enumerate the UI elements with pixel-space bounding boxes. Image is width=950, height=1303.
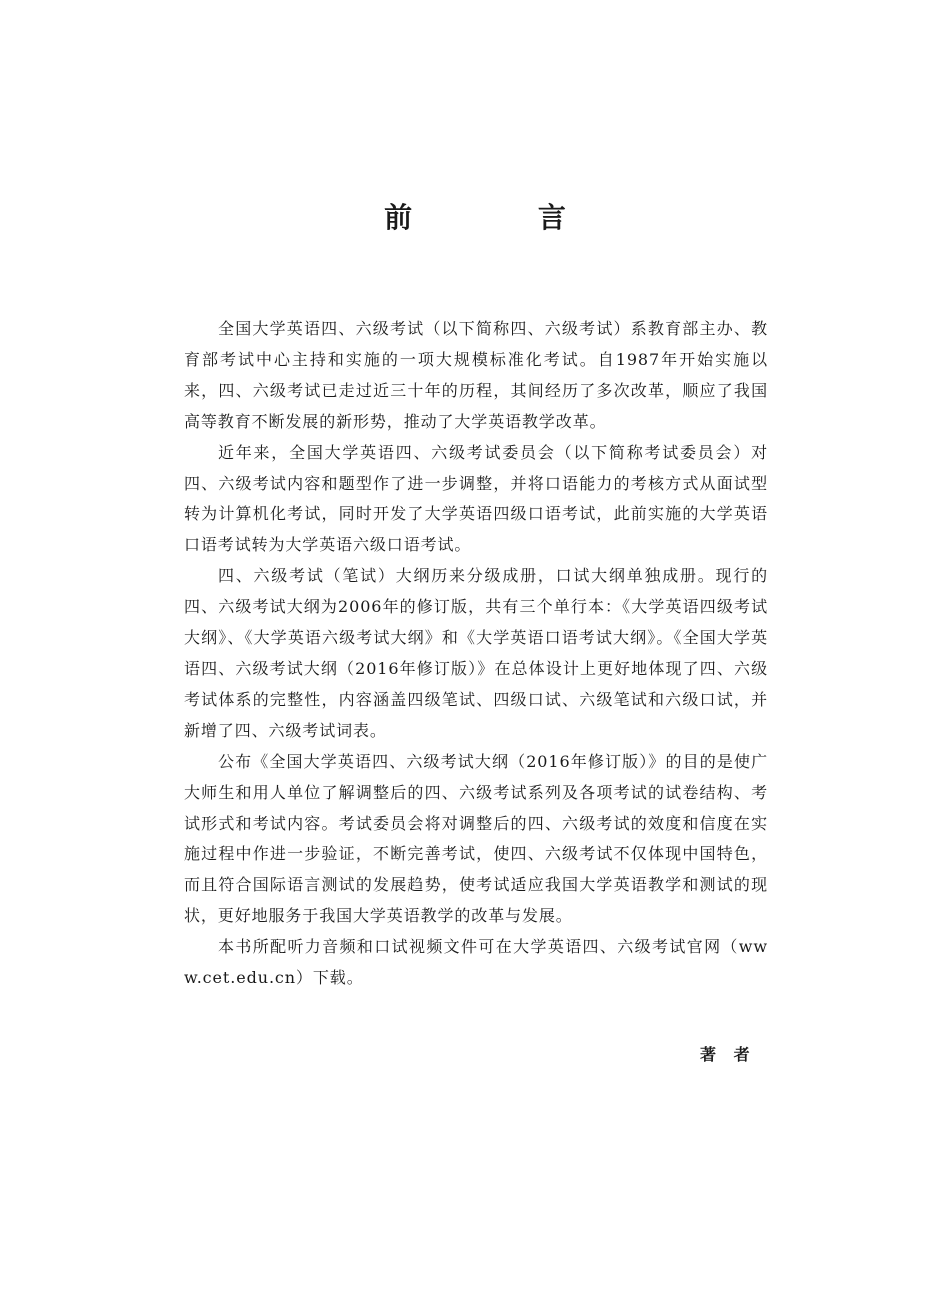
author-signature: 著 者 [700, 1045, 756, 1064]
preface-body [184, 314, 768, 994]
page-title: 前 言 [384, 201, 624, 234]
paragraph-3: 四、六级考试（笔试）大纲历来分级成册，口试大纲单独成册。现行的四、六级考试大纲为2006年的修订版，共有三个单行本：《大学英语四级考试大纲》、《大学英语六级考试大纲》和《大学英语口语考试大纲》。《全国大学英语四、六级考试大纲（2016年修订版）》在总体设计上更好地体现了四、六级考试体系的完整性，内容涵盖四级笔试、四级口试、六级笔试和六级口试，并新增了四、六级考试词表。 [184, 566, 768, 740]
paragraph-5: 本书所配听力音频和口试视频文件可在大学英语四、六级考试官网（www.cet.edu.cn）下载。 [184, 937, 768, 988]
paragraph-1: 全国大学英语四、六级考试（以下简称四、六级考试）系教育部主办、教育部考试中心主持和实施的一项大规模标准化考试。自1987年开始实施以来，四、六级考试已走过近三十年的历程，其间经历了多次改革，顺应了我国高等教育不断发展的新形势，推动了大学英语教学改革。 [184, 319, 768, 431]
paragraph-2: 近年来，全国大学英语四、六级考试委员会（以下简称考试委员会）对四、六级考试内容和题型作了进一步调整，并将口语能力的考核方式从面试型转为计算机化考试，同时开发了大学英语四级口语考试，此前实施的大学英语口语考试转为大学英语六级口语考试。 [184, 442, 768, 555]
paragraph-4: 公布《全国大学英语四、六级考试大纲（2016年修订版）》的目的是使广大师生和用人单位了解调整后的四、六级考试系列及各项考试的试卷结构、考试形式和考试内容。考试委员会将对调整后的四、六级考试的效度和信度在实施过程中作进一步验证，不断完善考试，使四、六级考试不仅体现中国特色，而且符合国际语言测试的发展趋势，使考试适应我国大学英语教学和测试的现状，更好地服务于我国大学英语教学的改革与发展。 [184, 751, 768, 926]
